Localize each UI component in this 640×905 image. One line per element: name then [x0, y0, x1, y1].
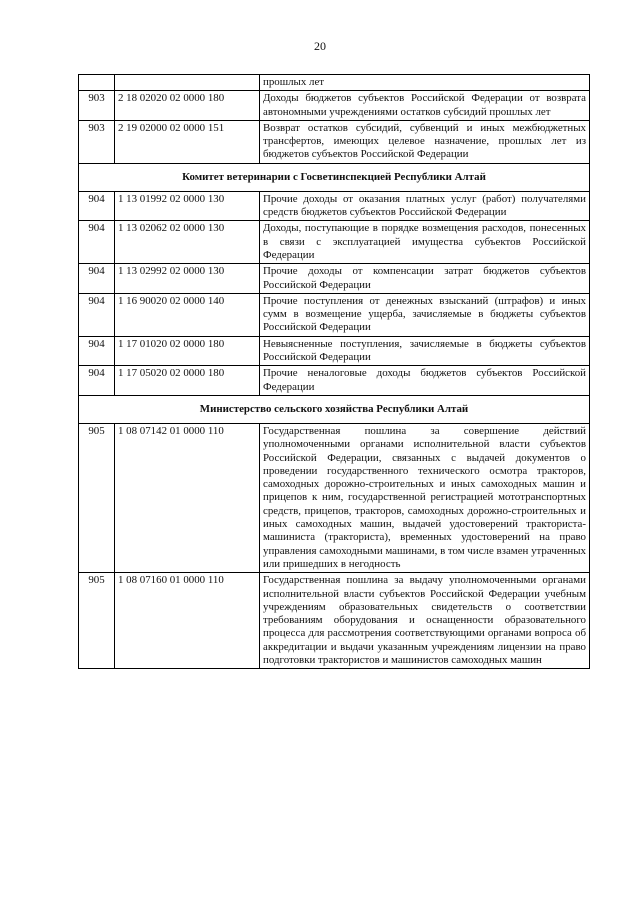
revenue-name-cell: Прочие поступления от денежных взысканий (штрафов) и иных сумм в возмещение ущерба, зачисляемые в бюджеты субъектов Российской Федерации: [260, 293, 590, 336]
table-row: [79, 221, 590, 264]
table-row: [79, 366, 590, 396]
section-header-row: [79, 163, 590, 191]
page-number: 20: [314, 39, 326, 53]
revenue-name-cell: Государственная пошлина за совершение действий уполномоченными органами исполнительной власти субъектов Российской Федерации, связанных с выдачей документов о проведении государственного технического осмотра тракторов, самоходных дорожно-строительных и иных самоходных машин и прицепов к ним, государственной регистрацией мототранспортных средств, прицепов, тракторов, самоходных дорожно-строительных и иных самоходных машин, выдачей удостоверений тракториста-машиниста (тракториста), временных удостоверений на право управления самоходными машинами, в том числе взамен утраченных или пришедших в негодность: [260, 423, 590, 572]
table-row: [79, 573, 590, 669]
revenue-code-cell: 1 08 07142 01 0000 110: [115, 423, 260, 572]
table-row: [79, 91, 590, 121]
table-row: [79, 191, 590, 221]
revenue-code-cell: [115, 75, 260, 91]
revenue-name-cell: Прочие доходы от оказания платных услуг (работ) получателями средств бюджетов субъектов Российской Федерации: [260, 191, 590, 221]
table-row: [79, 423, 590, 572]
section-title: Министерство сельского хозяйства Республики Алтай: [79, 395, 590, 423]
admin-code-cell: 903: [79, 91, 115, 121]
admin-code-cell: 904: [79, 264, 115, 294]
revenue-name-cell: Прочие доходы от компенсации затрат бюджетов субъектов Российской Федерации: [260, 264, 590, 294]
revenue-code-cell: 1 13 02062 02 0000 130: [115, 221, 260, 264]
table-row: [79, 75, 590, 91]
admin-code-cell: 904: [79, 366, 115, 396]
admin-code-cell: 903: [79, 120, 115, 163]
revenue-name-cell: Доходы, поступающие в порядке возмещения расходов, понесенных в связи с эксплуатацией имущества субъектов Российской Федерации: [260, 221, 590, 264]
section-header-row: [79, 395, 590, 423]
budget-revenue-table: [78, 74, 590, 669]
revenue-code-cell: 1 08 07160 01 0000 110: [115, 573, 260, 669]
admin-code-cell: 904: [79, 221, 115, 264]
table-row: [79, 264, 590, 294]
revenue-code-cell: 1 13 01992 02 0000 130: [115, 191, 260, 221]
admin-code-cell: 905: [79, 423, 115, 572]
revenue-code-cell: 2 19 02000 02 0000 151: [115, 120, 260, 163]
admin-code-cell: [79, 75, 115, 91]
admin-code-cell: 904: [79, 191, 115, 221]
revenue-code-cell: 1 13 02992 02 0000 130: [115, 264, 260, 294]
section-title: Комитет ветеринарии с Госветинспекцией Республики Алтай: [79, 163, 590, 191]
table-row: [79, 120, 590, 163]
revenue-name-cell: Невыясненные поступления, зачисляемые в бюджеты субъектов Российской Федерации: [260, 336, 590, 366]
revenue-name-cell: прошлых лет: [260, 75, 590, 91]
revenue-code-cell: 2 18 02020 02 0000 180: [115, 91, 260, 121]
admin-code-cell: 904: [79, 293, 115, 336]
revenue-name-cell: Возврат остатков субсидий, субвенций и иных межбюджетных трансфертов, имеющих целевое назначение, прошлых лет из бюджетов субъектов Российской Федерации: [260, 120, 590, 163]
table-row: [79, 293, 590, 336]
revenue-code-cell: 1 16 90020 02 0000 140: [115, 293, 260, 336]
revenue-name-cell: Государственная пошлина за выдачу уполномоченными органами исполнительной власти субъектов Российской Федерации учебным учреждениям образовательных свидетельств о соответствии требованиям оборудования и оснащенности образовательного процесса для рассмотрения соответствующими органами вопроса об аккредитации и выдачи указанным учреждениям лицензии на право подготовки трактористов и машинистов самоходных машин: [260, 573, 590, 669]
table-row: [79, 336, 590, 366]
admin-code-cell: 904: [79, 336, 115, 366]
revenue-name-cell: Прочие неналоговые доходы бюджетов субъектов Российской Федерации: [260, 366, 590, 396]
admin-code-cell: 905: [79, 573, 115, 669]
revenue-code-cell: 1 17 05020 02 0000 180: [115, 366, 260, 396]
revenue-code-cell: 1 17 01020 02 0000 180: [115, 336, 260, 366]
revenue-name-cell: Доходы бюджетов субъектов Российской Федерации от возврата автономными учреждениями остатков субсидий прошлых лет: [260, 91, 590, 121]
